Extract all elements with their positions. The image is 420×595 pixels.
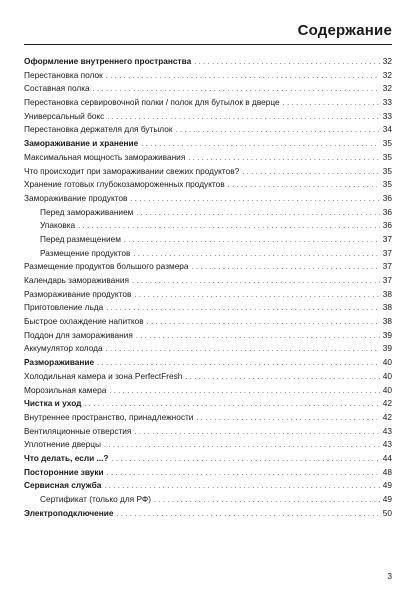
toc-leader-dots [147,315,380,330]
toc-entry [24,384,392,398]
toc-entry [24,178,392,192]
toc-entry-title: Сертификат (только для РФ) [40,494,151,504]
toc-entry-title: Размещение продуктов большого размера [24,261,189,272]
toc-leader-dots [106,301,380,316]
toc-entry-title: Электроподключение [24,507,114,518]
toc-entry [24,452,392,466]
page-number: 3 [387,572,392,581]
table-of-contents [24,55,392,520]
toc-entry-page: 39 [382,329,392,340]
toc-entry-page: 37 [382,275,392,285]
toc-entry-page: 36 [382,220,392,231]
title-divider [24,44,392,45]
toc-entry [24,479,392,493]
toc-entry-page: 35 [382,151,392,162]
toc-entry-title: Морозильная камера [24,384,107,395]
toc-entry-title: Универсальный бокс [24,110,105,121]
toc-entry [24,315,392,329]
toc-entry-page: 40 [382,370,392,381]
toc-entry [24,493,392,507]
toc-entry [24,370,392,384]
toc-entry [24,411,392,425]
toc-leader-dots [111,452,379,467]
toc-leader-dots [107,466,380,481]
toc-entry-title: Оформление внутреннего пространства [24,56,192,66]
toc-leader-dots [132,274,380,289]
toc-leader-dots [84,397,379,412]
toc-entry-page: 32 [382,83,392,94]
toc-entry [24,69,392,83]
toc-entry-title: Что делать, если ...? [24,452,109,463]
toc-leader-dots [97,356,380,371]
toc-entry-title: Вентиляционные отверстия [24,425,132,436]
toc-entry-title: Размораживание продуктов [24,288,132,299]
toc-entry-page: 38 [382,316,392,327]
toc-entry-page: 37 [382,233,392,244]
toc-leader-dots [188,151,379,166]
toc-entry-page: 36 [382,192,392,203]
toc-entry-title: Максимальная мощность замораживания [24,151,186,162]
toc-leader-dots [134,288,379,303]
toc-entry-title: Поддон для замораживания [24,329,133,340]
toc-entry-title: Чистка и уход [24,398,82,409]
toc-leader-dots [242,165,380,180]
toc-entry-page: 36 [382,206,392,217]
toc-entry-page: 35 [382,179,392,190]
toc-leader-dots [192,260,380,275]
toc-entry [24,329,392,343]
page-title: Содержание [297,22,392,39]
toc-entry [24,165,392,179]
toc-entry-title: Упаковка [40,220,76,231]
toc-leader-dots [106,69,380,84]
toc-entry-title: Размораживание [24,357,95,368]
toc-entry-title: Быстрое охлаждение напитков [24,316,144,327]
toc-entry [24,192,392,206]
toc-entry [24,206,392,220]
toc-entry-title: Хранение готовых глубокозамороженных продуктов [24,179,225,190]
toc-entry [24,137,392,151]
toc-entry-page: 33 [382,97,392,108]
toc-entry-title: Перестановка полок [24,69,103,80]
toc-entry [24,247,392,261]
toc-entry-title: Приготовление льда [24,302,104,313]
toc-entry-title: Перестановка сервировочной полки / полок для бутылок в дверце [24,97,280,108]
toc-entry [24,342,392,356]
toc-entry-page: 42 [382,398,392,409]
toc-entry-page: 39 [382,343,392,354]
toc-leader-dots [117,507,380,522]
toc-entry-title: Аккумулятор холода [24,343,103,354]
toc-entry-page: 35 [382,165,392,176]
toc-entry [24,82,392,96]
toc-entry [24,466,392,480]
toc-leader-dots [104,438,380,453]
toc-entry-title: Перед размещением [40,233,121,244]
toc-entry-title: Замораживание продуктов [24,192,128,203]
toc-entry-title: Перестановка держателя для бутылок [24,124,173,135]
toc-entry [24,301,392,315]
toc-entry [24,356,392,370]
toc-leader-dots [134,425,379,440]
toc-entry-page: 38 [382,288,392,299]
toc-entry [24,438,392,452]
toc-leader-dots [124,233,380,248]
toc-leader-dots [196,411,379,426]
toc-entry-page: 44 [382,452,392,463]
toc-leader-dots [133,247,379,262]
toc-entry-title: Посторонние звуки [24,466,104,477]
toc-leader-dots [228,178,380,193]
toc-entry-page: 32 [382,69,392,80]
toc-leader-dots [106,342,380,357]
toc-leader-dots [130,192,379,207]
toc-entry-page: 32 [382,56,392,66]
toc-entry-page: 50 [382,507,392,518]
toc-leader-dots [107,110,379,125]
toc-entry-title: Внутреннее пространство, принадлежности [24,411,194,422]
toc-entry-page: 40 [382,384,392,395]
toc-leader-dots [176,123,380,138]
toc-entry-page: 49 [382,494,392,504]
toc-leader-dots [194,55,380,70]
toc-entry-page: 43 [382,425,392,436]
toc-leader-dots [283,96,380,111]
toc-entry-title: Размещение продуктов [40,247,131,258]
toc-entry [24,233,392,247]
toc-entry [24,274,392,288]
toc-leader-dots [141,137,380,152]
toc-entry-page: 35 [382,138,392,149]
toc-entry-page: 38 [382,302,392,313]
toc-entry-title: Уплотнение дверцы [24,439,101,450]
toc-entry-page: 37 [382,261,392,272]
toc-entry-title: Составная полка [24,83,90,94]
toc-entry-title: Перед замораживанием [40,206,134,217]
toc-leader-dots [104,479,379,494]
toc-entry [24,260,392,274]
toc-leader-dots [185,370,379,385]
toc-entry [24,507,392,521]
toc-entry-page: 37 [382,247,392,258]
toc-entry-page: 33 [382,110,392,121]
toc-entry [24,288,392,302]
toc-entry [24,123,392,137]
toc-leader-dots [93,82,380,97]
toc-entry-page: 48 [382,466,392,477]
toc-entry [24,96,392,110]
toc-entry [24,219,392,233]
toc-entry-page: 43 [382,439,392,450]
toc-entry-page: 49 [382,480,392,491]
toc-leader-dots [78,219,380,234]
toc-leader-dots [136,329,380,344]
toc-entry-title: Замораживание и хранение [24,138,139,149]
toc-entry [24,110,392,124]
toc-entry [24,397,392,411]
toc-entry-title: Холодильная камера и зона PerfectFresh [24,370,183,381]
toc-leader-dots [109,384,379,399]
toc-entry [24,55,392,69]
toc-entry [24,425,392,439]
toc-entry-title: Календарь замораживания [24,275,129,285]
toc-entry [24,151,392,165]
toc-entry-page: 40 [382,357,392,368]
toc-entry-title: Сервисная служба [24,480,102,491]
toc-entry-page: 42 [382,411,392,422]
toc-entry-title: Что происходит при замораживании свежих продуктов? [24,165,240,176]
toc-leader-dots [154,493,380,508]
toc-entry-page: 34 [382,124,392,135]
toc-leader-dots [136,206,379,221]
